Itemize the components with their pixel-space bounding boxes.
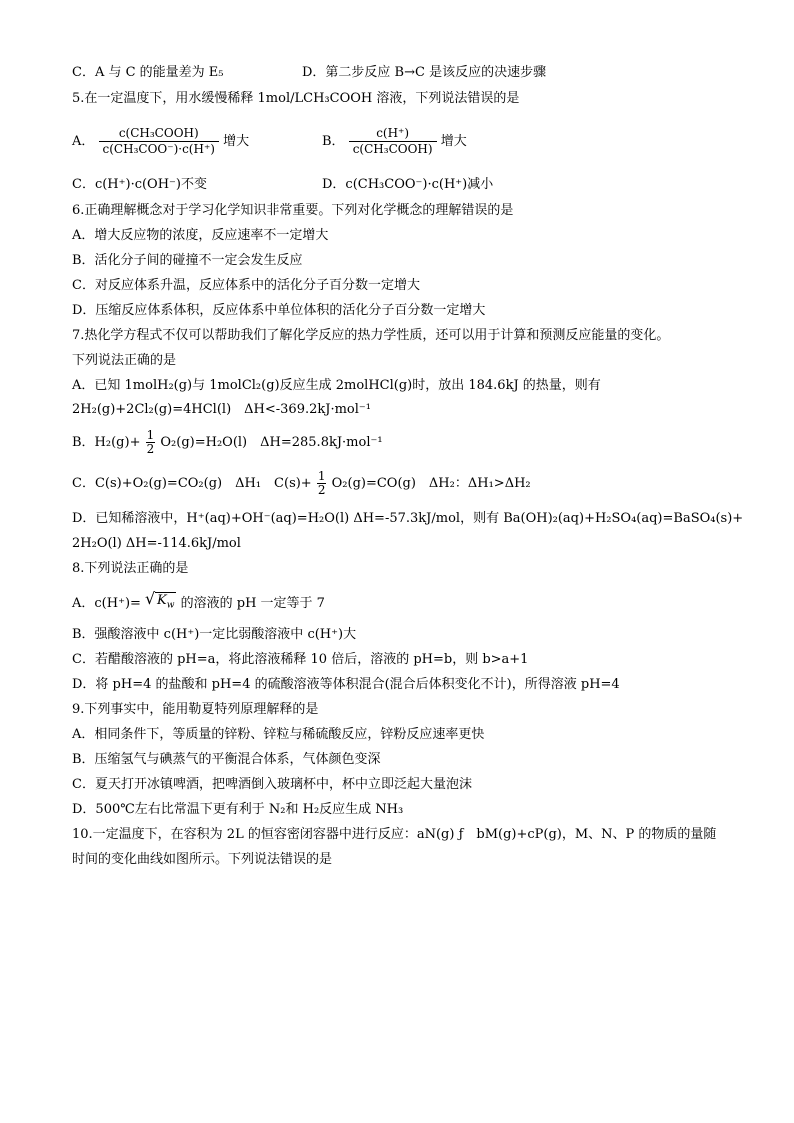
q7-stem-line2: 下列说法正确的是 — [72, 353, 177, 368]
q8-stem: 8.下列说法正确的是 — [72, 561, 189, 576]
q7-option-c-half-den: 2 — [317, 483, 326, 497]
q8-option-a-k-sub: w — [166, 600, 175, 611]
q7-option-b-half — [146, 429, 156, 456]
q7-option-d-line2: 2H₂O(l) ΔH=-114.6kJ/mol — [72, 536, 241, 551]
q9-option-b: B．压缩氢气与碘蒸气的平衡混合体系，气体颜色变深 — [72, 752, 381, 767]
q9-option-c: C．夏天打开冰镇啤酒，把啤酒倒入玻璃杯中，杯中立即泛起大量泡沫 — [72, 777, 472, 792]
q7-option-d-line1: D．已知稀溶液中，H⁺(aq)+OH⁻(aq)=H₂O(l) ΔH=-57.3kJ/mol，则有 Ba(OH)₂(aq)+H₂SO₄(aq)=BaSO₄(s)+ — [72, 511, 744, 526]
q8-option-c: C．若醋酸溶液的 pH=a，将此溶液稀释 10 倍后，溶液的 pH=b，则 b>a+1 — [72, 652, 529, 667]
q7-option-c-half-num: 1 — [317, 469, 326, 483]
q6-stem: 6.正确理解概念对于学习化学知识非常重要。下列对化学概念的理解错误的是 — [72, 203, 514, 218]
q8-option-b: B．强酸溶液中 c(H⁺)一定比弱酸溶液中 c(H⁺)大 — [72, 627, 357, 642]
q8-option-a-post: 的溶液的 pH 一定等于 7 — [180, 595, 325, 611]
q8-option-a — [72, 588, 325, 619]
q5-option-c: C．c(H⁺)·c(OH⁻)不变 — [72, 177, 207, 192]
q5-option-a-numerator: c(CH₃COOH) — [99, 126, 219, 142]
q7-option-b-post: O₂(g)=H₂O(l) ΔH=285.8kJ·mol⁻¹ — [160, 435, 383, 450]
q10-stem-line1: 10.一定温度下，在容积为 2L 的恒容密闭容器中进行反应：aN(g) ƒ bM(g)+cP(g)，M、N、P 的物质的量随 — [72, 827, 717, 842]
q5-option-a — [72, 122, 249, 162]
q4-option-d: D．第二步反应 B→C 是该反应的决速步骤 — [302, 65, 547, 80]
q7-option-c — [72, 469, 531, 499]
q9-option-a: A．相同条件下，等质量的锌粉、锌粒与稀硫酸反应，锌粉反应速率更快 — [72, 727, 485, 742]
q7-option-a-line2: 2H₂(g)+2Cl₂(g)=4HCl(l) ΔH<-369.2kJ·mol⁻¹ — [72, 402, 371, 417]
q6-option-d: D．压缩反应体系体积，反应体系中单位体积的活化分子百分数一定增大 — [72, 303, 486, 318]
q8-option-d: D．将 pH=4 的盐酸和 pH=4 的硫酸溶液等体积混合(混合后体积变化不计)，所得溶液 pH=4 — [72, 677, 620, 692]
q5-option-b-fraction — [349, 126, 437, 157]
sqrt-icon: √ — [145, 589, 156, 608]
q7-option-b-pre: B．H₂(g)+ — [72, 435, 141, 450]
q8-option-a-sqrt — [145, 588, 176, 619]
q9-option-d: D．500℃左右比常温下更有利于 N₂和 H₂反应生成 NH₃ — [72, 802, 404, 817]
q5-stem: 5.在一定温度下，用水缓慢稀释 1mol/LCH₃COOH 溶液，下列说法错误的是 — [72, 91, 520, 106]
q5-option-b-label: B． — [322, 134, 345, 149]
q7-option-c-post: O₂(g)=CO(g) ΔH₂：ΔH₁>ΔH₂ — [331, 476, 531, 491]
q5-option-a-label: A． — [72, 134, 95, 149]
q5-option-b-denominator: c(CH₃COOH) — [352, 142, 433, 156]
q8-option-a-pre: A．c(H⁺)= — [72, 595, 141, 611]
q4-option-c: C．A 与 C 的能量差为 E₅ — [72, 65, 224, 80]
q8-option-a-k: K — [157, 593, 167, 608]
q7-option-a-line1: A．已知 1molH₂(g)与 1molCl₂(g)反应生成 2molHCl(g)时，放出 184.6kJ 的热量，则有 — [72, 378, 601, 393]
q5-option-d: D．c(CH₃COO⁻)·c(H⁺)减小 — [322, 177, 494, 192]
q5-option-b — [322, 122, 467, 162]
q5-option-b-numerator: c(H⁺) — [349, 126, 437, 142]
q5-option-a-denominator: c(CH₃COO⁻)·c(H⁺) — [102, 142, 215, 156]
q7-option-b — [72, 428, 383, 458]
q9-stem: 9.下列事实中，能用勒夏特列原理解释的是 — [72, 702, 319, 717]
q5-option-b-tail: 增大 — [440, 134, 467, 149]
q8-option-a-radicand — [155, 592, 176, 611]
q7-stem-line1: 7.热化学方程式不仅可以帮助我们了解化学反应的热力学性质，还可以用于计算和预测反应能量的变化。 — [72, 328, 670, 343]
q5-option-a-tail: 增大 — [223, 134, 250, 149]
q7-option-c-half — [317, 470, 327, 497]
q7-option-b-half-den: 2 — [146, 442, 155, 456]
q6-option-a: A．增大反应物的浓度，反应速率不一定增大 — [72, 228, 329, 243]
q10-stem-line2: 时间的变化曲线如图所示。下列说法错误的是 — [72, 852, 333, 867]
q7-option-c-pre: C．C(s)+O₂(g)=CO₂(g) ΔH₁ C(s)+ — [72, 476, 312, 491]
q6-option-c: C．对反应体系升温，反应体系中的活化分子百分数一定增大 — [72, 278, 420, 293]
q5-option-a-fraction — [99, 126, 219, 157]
q6-option-b: B．活化分子间的碰撞不一定会发生反应 — [72, 253, 303, 268]
q7-option-b-half-num: 1 — [146, 428, 155, 442]
